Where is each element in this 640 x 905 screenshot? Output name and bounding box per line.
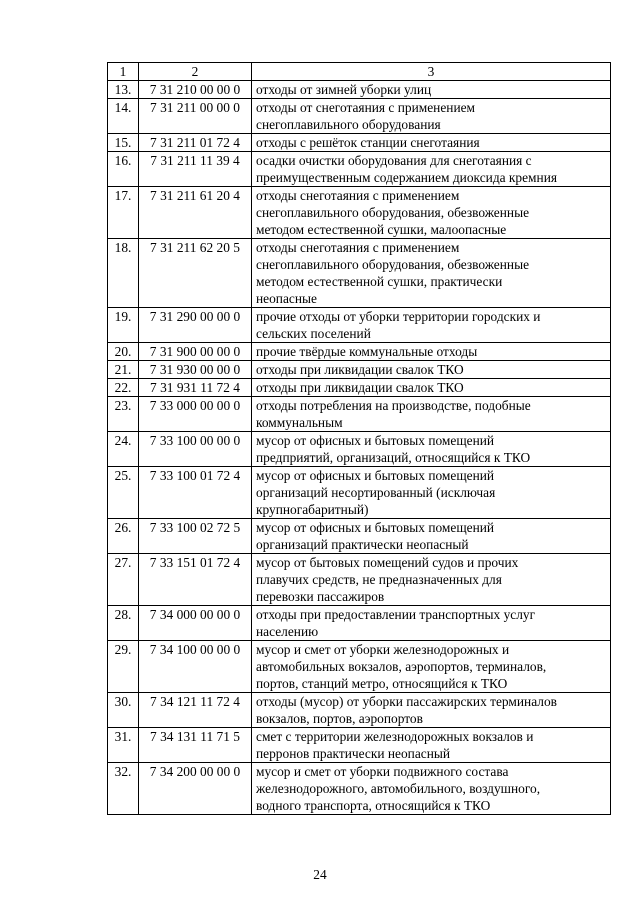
- waste-name-line: населению: [256, 624, 319, 639]
- waste-name-line: мусор от офисных и бытовых помещений: [256, 468, 495, 483]
- waste-name-line: вокзалов, портов, аэропортов: [256, 711, 423, 726]
- waste-name-line: отходы (мусор) от уборки пассажирских терминалов: [256, 694, 557, 709]
- waste-name-line: организаций практически неопасный: [256, 537, 469, 552]
- waste-name-line: отходы с решёток станции снеготаяния: [256, 135, 480, 150]
- table-row: [108, 519, 611, 554]
- waste-code: 7 31 931 11 72 4: [139, 379, 252, 397]
- waste-name-line: отходы при ликвидации свалок ТКО: [256, 362, 464, 377]
- waste-code: 7 31 210 00 00 0: [139, 81, 252, 99]
- waste-code: 7 33 000 00 00 0: [139, 397, 252, 432]
- waste-name-line: мусор и смет от уборки подвижного состава: [256, 764, 509, 779]
- table-row: [108, 152, 611, 187]
- waste-name-line: методом естественной сушки, малоопасные: [256, 222, 507, 237]
- waste-name-line: прочие твёрдые коммунальные отходы: [256, 344, 478, 359]
- waste-name: [252, 519, 611, 554]
- waste-name: [252, 81, 611, 99]
- waste-name-line: снегоплавильного оборудования, обезвоженные: [256, 257, 530, 272]
- waste-name-line: железнодорожного, автомобильного, воздушного,: [256, 781, 541, 796]
- table-row: [108, 693, 611, 728]
- table-row: [108, 134, 611, 152]
- waste-name-line: прочие отходы от уборки территории городских и: [256, 309, 541, 324]
- row-number: 24.: [108, 432, 139, 467]
- waste-name-line: методом естественной сушки, практически: [256, 274, 503, 289]
- row-number: 22.: [108, 379, 139, 397]
- row-number: 27.: [108, 554, 139, 606]
- waste-codes-table: [107, 62, 611, 815]
- table-row: [108, 239, 611, 308]
- waste-name-line: организаций несортированный (исключая: [256, 485, 496, 500]
- waste-name: [252, 554, 611, 606]
- waste-name-line: мусор от офисных и бытовых помещений: [256, 520, 495, 535]
- waste-name-line: отходы снеготаяния с применением: [256, 240, 460, 255]
- column-header-code: 2: [139, 63, 252, 81]
- row-number: 28.: [108, 606, 139, 641]
- table-row: [108, 187, 611, 239]
- waste-name-line: преимущественным содержанием диоксида кремния: [256, 170, 558, 185]
- table-row: [108, 308, 611, 343]
- waste-name: [252, 693, 611, 728]
- waste-name-line: автомобильных вокзалов, аэропортов, терминалов,: [256, 659, 547, 674]
- waste-code: 7 33 100 00 00 0: [139, 432, 252, 467]
- column-header-number: 1: [108, 63, 139, 81]
- row-number: 26.: [108, 519, 139, 554]
- row-number: 23.: [108, 397, 139, 432]
- page-number: 24: [313, 867, 327, 882]
- table-row: [108, 379, 611, 397]
- waste-name-line: сельских поселений: [256, 326, 371, 341]
- waste-name-line: снегоплавильного оборудования, обезвоженные: [256, 205, 530, 220]
- table-row: [108, 606, 611, 641]
- waste-name-line: неопасные: [256, 291, 317, 306]
- column-header-name: 3: [252, 63, 611, 81]
- waste-name-line: предприятий, организаций, относящийся к ТКО: [256, 450, 531, 465]
- header-row: [108, 63, 611, 81]
- waste-code: 7 34 121 11 72 4: [139, 693, 252, 728]
- waste-name-line: перронов практически неопасный: [256, 746, 451, 761]
- waste-name: [252, 343, 611, 361]
- waste-name: [252, 152, 611, 187]
- waste-name: [252, 432, 611, 467]
- row-number: 32.: [108, 763, 139, 815]
- waste-code: 7 31 211 61 20 4: [139, 187, 252, 239]
- waste-code: 7 34 131 11 71 5: [139, 728, 252, 763]
- waste-code: 7 33 100 01 72 4: [139, 467, 252, 519]
- waste-name: [252, 763, 611, 815]
- waste-name: [252, 728, 611, 763]
- row-number: 20.: [108, 343, 139, 361]
- table-row: [108, 728, 611, 763]
- table-row: [108, 99, 611, 134]
- waste-name: [252, 134, 611, 152]
- table-row: [108, 343, 611, 361]
- waste-name-line: осадки очистки оборудования для снеготаяния с: [256, 153, 532, 168]
- waste-name: [252, 239, 611, 308]
- row-number: 19.: [108, 308, 139, 343]
- row-number: 13.: [108, 81, 139, 99]
- waste-code: 7 34 000 00 00 0: [139, 606, 252, 641]
- waste-name-line: коммунальным: [256, 415, 343, 430]
- waste-code: 7 31 211 01 72 4: [139, 134, 252, 152]
- row-number: 29.: [108, 641, 139, 693]
- waste-name-line: отходы от снеготаяния с применением: [256, 100, 476, 115]
- table-row: [108, 641, 611, 693]
- waste-code: 7 31 290 00 00 0: [139, 308, 252, 343]
- waste-name: [252, 397, 611, 432]
- waste-name: [252, 379, 611, 397]
- waste-code: 7 31 930 00 00 0: [139, 361, 252, 379]
- waste-name-line: отходы потребления на производстве, подобные: [256, 398, 531, 413]
- waste-code: 7 34 100 00 00 0: [139, 641, 252, 693]
- row-number: 31.: [108, 728, 139, 763]
- waste-name-line: отходы снеготаяния с применением: [256, 188, 460, 203]
- waste-name-line: отходы при предоставлении транспортных услуг: [256, 607, 536, 622]
- table-body: [108, 81, 611, 815]
- table-row: [108, 467, 611, 519]
- waste-name-line: мусор от бытовых помещений судов и прочих: [256, 555, 519, 570]
- waste-name-line: перевозки пассажиров: [256, 589, 385, 604]
- table-row: [108, 81, 611, 99]
- waste-code: 7 31 211 62 20 5: [139, 239, 252, 308]
- waste-name-line: портов, станций метро, относящийся к ТКО: [256, 676, 508, 691]
- waste-name-line: мусор от офисных и бытовых помещений: [256, 433, 495, 448]
- waste-name-line: смет с территории железнодорожных вокзалов и: [256, 729, 534, 744]
- row-number: 30.: [108, 693, 139, 728]
- row-number: 17.: [108, 187, 139, 239]
- waste-code: 7 34 200 00 00 0: [139, 763, 252, 815]
- waste-name: [252, 361, 611, 379]
- waste-name: [252, 187, 611, 239]
- waste-name-line: крупногабаритный): [256, 502, 369, 517]
- row-number: 18.: [108, 239, 139, 308]
- waste-name-line: снегоплавильного оборудования: [256, 117, 441, 132]
- table-row: [108, 361, 611, 379]
- waste-name-line: отходы при ликвидации свалок ТКО: [256, 380, 464, 395]
- waste-code: 7 31 211 11 39 4: [139, 152, 252, 187]
- waste-name-line: отходы от зимней уборки улиц: [256, 82, 432, 97]
- waste-name: [252, 308, 611, 343]
- waste-code: 7 33 151 01 72 4: [139, 554, 252, 606]
- table-row: [108, 397, 611, 432]
- row-number: 14.: [108, 99, 139, 134]
- waste-name: [252, 467, 611, 519]
- waste-name: [252, 606, 611, 641]
- row-number: 16.: [108, 152, 139, 187]
- row-number: 25.: [108, 467, 139, 519]
- waste-name-line: водного транспорта, относящийся к ТКО: [256, 798, 491, 813]
- waste-name-line: мусор и смет от уборки железнодорожных и: [256, 642, 510, 657]
- waste-name: [252, 99, 611, 134]
- table-row: [108, 432, 611, 467]
- table-row: [108, 554, 611, 606]
- row-number: 21.: [108, 361, 139, 379]
- waste-code: 7 31 211 00 00 0: [139, 99, 252, 134]
- table-row: [108, 763, 611, 815]
- row-number: 15.: [108, 134, 139, 152]
- waste-name: [252, 641, 611, 693]
- waste-name-line: плавучих средств, не предназначенных для: [256, 572, 502, 587]
- waste-code: 7 31 900 00 00 0: [139, 343, 252, 361]
- waste-code: 7 33 100 02 72 5: [139, 519, 252, 554]
